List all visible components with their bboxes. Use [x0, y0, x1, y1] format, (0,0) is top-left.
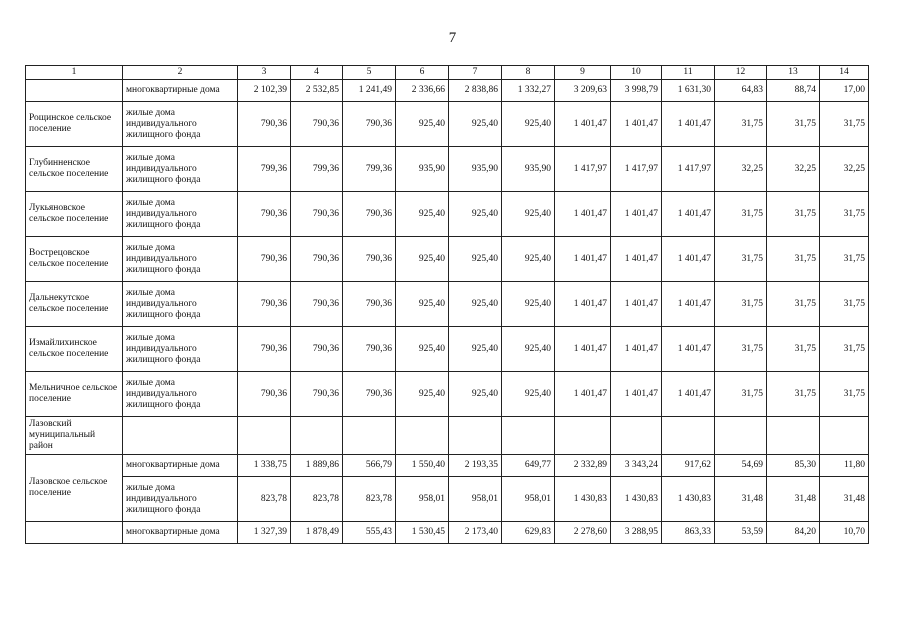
value-cell: 3 343,24: [611, 455, 662, 477]
value-cell: 1 401,47: [662, 372, 715, 417]
value-cell: 925,40: [502, 372, 555, 417]
value-cell: 790,36: [238, 102, 291, 147]
value-cell: 2 102,39: [238, 80, 291, 102]
value-cell: 925,40: [449, 372, 502, 417]
value-cell: 823,78: [291, 477, 343, 522]
table-row: [26, 192, 869, 237]
value-cell: 925,40: [502, 282, 555, 327]
value-cell: 790,36: [291, 192, 343, 237]
value-cell: 3 998,79: [611, 80, 662, 102]
value-cell: 31,75: [767, 327, 820, 372]
value-cell: 790,36: [291, 282, 343, 327]
value-cell: 31,75: [767, 372, 820, 417]
value-cell: 2 173,40: [449, 522, 502, 544]
value-cell: 10,70: [820, 522, 869, 544]
value-cell: 85,30: [767, 455, 820, 477]
value-cell: 917,62: [662, 455, 715, 477]
table-row: [26, 372, 869, 417]
table-row: [26, 327, 869, 372]
header-row: [26, 66, 869, 80]
value-cell: [396, 417, 449, 455]
value-cell: 31,75: [820, 102, 869, 147]
header-cell: 12: [715, 66, 767, 80]
housing-type: жилые дома индивидуального жилищного фонда: [123, 327, 238, 372]
value-cell: 54,69: [715, 455, 767, 477]
value-cell: 790,36: [291, 372, 343, 417]
value-cell: 925,40: [449, 282, 502, 327]
value-cell: 799,36: [343, 147, 396, 192]
value-cell: 925,40: [396, 237, 449, 282]
header-cell: 8: [502, 66, 555, 80]
value-cell: 863,33: [662, 522, 715, 544]
value-cell: 790,36: [238, 372, 291, 417]
value-cell: 1 327,39: [238, 522, 291, 544]
housing-type: многоквартирные дома: [123, 455, 238, 477]
value-cell: 31,48: [767, 477, 820, 522]
value-cell: 1 401,47: [555, 192, 611, 237]
value-cell: [555, 417, 611, 455]
value-cell: 1 631,30: [662, 80, 715, 102]
value-cell: [715, 417, 767, 455]
settlement-name: [26, 522, 123, 544]
value-cell: 88,74: [767, 80, 820, 102]
value-cell: 1 401,47: [611, 237, 662, 282]
value-cell: 925,40: [396, 327, 449, 372]
value-cell: 799,36: [238, 147, 291, 192]
value-cell: 32,25: [820, 147, 869, 192]
housing-type: жилые дома индивидуального жилищного фонда: [123, 147, 238, 192]
value-cell: 925,40: [502, 237, 555, 282]
value-cell: 958,01: [449, 477, 502, 522]
value-cell: 31,75: [820, 282, 869, 327]
value-cell: 1 401,47: [662, 102, 715, 147]
value-cell: 935,90: [449, 147, 502, 192]
settlement-name: Лазовский муниципальный район: [26, 417, 123, 455]
table-row: [26, 237, 869, 282]
value-cell: 799,36: [291, 147, 343, 192]
value-cell: 925,40: [449, 102, 502, 147]
value-cell: 790,36: [343, 282, 396, 327]
table-body: [26, 66, 869, 544]
value-cell: [611, 417, 662, 455]
value-cell: [502, 417, 555, 455]
value-cell: 31,75: [715, 372, 767, 417]
value-cell: 790,36: [291, 102, 343, 147]
table-row: [26, 147, 869, 192]
housing-type: жилые дома индивидуального жилищного фонда: [123, 102, 238, 147]
value-cell: 1 401,47: [555, 237, 611, 282]
value-cell: [238, 417, 291, 455]
value-cell: 64,83: [715, 80, 767, 102]
value-cell: 790,36: [343, 372, 396, 417]
value-cell: 31,75: [715, 237, 767, 282]
value-cell: 1 401,47: [662, 327, 715, 372]
value-cell: 1 241,49: [343, 80, 396, 102]
value-cell: 1 401,47: [611, 327, 662, 372]
value-cell: 1 417,97: [555, 147, 611, 192]
table-row: [26, 477, 869, 522]
value-cell: 649,77: [502, 455, 555, 477]
value-cell: 790,36: [343, 237, 396, 282]
value-cell: 790,36: [291, 327, 343, 372]
value-cell: 1 430,83: [555, 477, 611, 522]
value-cell: 31,75: [715, 282, 767, 327]
header-cell: 5: [343, 66, 396, 80]
value-cell: 31,75: [715, 327, 767, 372]
value-cell: 925,40: [449, 192, 502, 237]
header-cell: 1: [26, 66, 123, 80]
value-cell: 566,79: [343, 455, 396, 477]
value-cell: 823,78: [343, 477, 396, 522]
settlement-name: [26, 80, 123, 102]
value-cell: 1 889,86: [291, 455, 343, 477]
page-number: 7: [448, 30, 457, 46]
value-cell: 790,36: [343, 327, 396, 372]
value-cell: 31,75: [767, 237, 820, 282]
housing-type: жилые дома индивидуального жилищного фонда: [123, 372, 238, 417]
value-cell: 31,75: [715, 192, 767, 237]
value-cell: 790,36: [238, 192, 291, 237]
value-cell: 11,80: [820, 455, 869, 477]
header-cell: 7: [449, 66, 502, 80]
value-cell: 925,40: [502, 192, 555, 237]
housing-type: [123, 417, 238, 455]
value-cell: 31,75: [820, 372, 869, 417]
table-row: [26, 417, 869, 455]
value-cell: 790,36: [343, 192, 396, 237]
value-cell: 925,40: [396, 282, 449, 327]
value-cell: 3 209,63: [555, 80, 611, 102]
value-cell: [662, 417, 715, 455]
value-cell: 935,90: [396, 147, 449, 192]
value-cell: [767, 417, 820, 455]
table-row: [26, 522, 869, 544]
value-cell: 1 401,47: [611, 372, 662, 417]
value-cell: 31,75: [767, 192, 820, 237]
value-cell: 2 332,89: [555, 455, 611, 477]
value-cell: 790,36: [343, 102, 396, 147]
value-cell: 31,75: [820, 192, 869, 237]
housing-type: многоквартирные дома: [123, 80, 238, 102]
value-cell: 2 532,85: [291, 80, 343, 102]
value-cell: 925,40: [449, 327, 502, 372]
value-cell: 925,40: [396, 372, 449, 417]
value-cell: 1 401,47: [555, 282, 611, 327]
settlement-name: Глубинненское сельское поселение: [26, 147, 123, 192]
value-cell: 935,90: [502, 147, 555, 192]
value-cell: 2 193,35: [449, 455, 502, 477]
settlement-name: Вострецовское сельское поселение: [26, 237, 123, 282]
value-cell: 31,75: [715, 102, 767, 147]
value-cell: 84,20: [767, 522, 820, 544]
header-cell: 4: [291, 66, 343, 80]
value-cell: 53,59: [715, 522, 767, 544]
header-cell: 14: [820, 66, 869, 80]
housing-type: жилые дома индивидуального жилищного фонда: [123, 477, 238, 522]
value-cell: [449, 417, 502, 455]
value-cell: [343, 417, 396, 455]
value-cell: 1 530,45: [396, 522, 449, 544]
value-cell: 2 278,60: [555, 522, 611, 544]
value-cell: 1 401,47: [555, 102, 611, 147]
housing-type: жилые дома индивидуального жилищного фонда: [123, 237, 238, 282]
value-cell: 1 401,47: [555, 327, 611, 372]
value-cell: 1 878,49: [291, 522, 343, 544]
header-cell: 6: [396, 66, 449, 80]
value-cell: 31,75: [820, 327, 869, 372]
value-cell: 31,75: [767, 102, 820, 147]
value-cell: [820, 417, 869, 455]
value-cell: 31,75: [767, 282, 820, 327]
value-cell: 31,75: [820, 237, 869, 282]
value-cell: 925,40: [502, 102, 555, 147]
table-row: [26, 102, 869, 147]
housing-type: жилые дома индивидуального жилищного фонда: [123, 192, 238, 237]
value-cell: 629,83: [502, 522, 555, 544]
value-cell: 1 430,83: [611, 477, 662, 522]
settlement-name: Дальнекутское сельское поселение: [26, 282, 123, 327]
value-cell: 1 332,27: [502, 80, 555, 102]
value-cell: 1 550,40: [396, 455, 449, 477]
value-cell: 1 417,97: [611, 147, 662, 192]
value-cell: [291, 417, 343, 455]
value-cell: 2 336,66: [396, 80, 449, 102]
value-cell: 1 401,47: [555, 372, 611, 417]
settlement-name: Лукьяновское сельское поселение: [26, 192, 123, 237]
header-cell: 2: [123, 66, 238, 80]
value-cell: 925,40: [396, 192, 449, 237]
value-cell: 32,25: [715, 147, 767, 192]
value-cell: 1 401,47: [662, 237, 715, 282]
table-row: [26, 455, 869, 477]
settlement-name: Измайлихинское сельское поселение: [26, 327, 123, 372]
value-cell: 790,36: [238, 282, 291, 327]
value-cell: 790,36: [238, 237, 291, 282]
value-cell: 17,00: [820, 80, 869, 102]
value-cell: 958,01: [396, 477, 449, 522]
value-cell: 1 401,47: [611, 102, 662, 147]
table-row: [26, 282, 869, 327]
value-cell: 32,25: [767, 147, 820, 192]
value-cell: 2 838,86: [449, 80, 502, 102]
settlement-name: Мельничное сельское поселение: [26, 372, 123, 417]
tariff-table: [25, 65, 869, 544]
header-cell: 10: [611, 66, 662, 80]
value-cell: 1 401,47: [662, 192, 715, 237]
value-cell: 1 401,47: [662, 282, 715, 327]
value-cell: 790,36: [291, 237, 343, 282]
value-cell: 31,48: [715, 477, 767, 522]
housing-type: жилые дома индивидуального жилищного фонда: [123, 282, 238, 327]
value-cell: 958,01: [502, 477, 555, 522]
value-cell: 3 288,95: [611, 522, 662, 544]
value-cell: 925,40: [396, 102, 449, 147]
header-cell: 9: [555, 66, 611, 80]
value-cell: 925,40: [502, 327, 555, 372]
header-cell: 3: [238, 66, 291, 80]
value-cell: 1 401,47: [611, 282, 662, 327]
value-cell: 31,48: [820, 477, 869, 522]
value-cell: 925,40: [449, 237, 502, 282]
table-row: [26, 80, 869, 102]
settlement-name: Рощинское сельское поселение: [26, 102, 123, 147]
value-cell: 823,78: [238, 477, 291, 522]
header-cell: 13: [767, 66, 820, 80]
header-cell: 11: [662, 66, 715, 80]
value-cell: 1 430,83: [662, 477, 715, 522]
value-cell: 1 401,47: [611, 192, 662, 237]
value-cell: 1 338,75: [238, 455, 291, 477]
value-cell: 790,36: [238, 327, 291, 372]
settlement-name: Лазовское сельское поселение: [26, 455, 123, 522]
housing-type: многоквартирные дома: [123, 522, 238, 544]
value-cell: 555,43: [343, 522, 396, 544]
value-cell: 1 417,97: [662, 147, 715, 192]
